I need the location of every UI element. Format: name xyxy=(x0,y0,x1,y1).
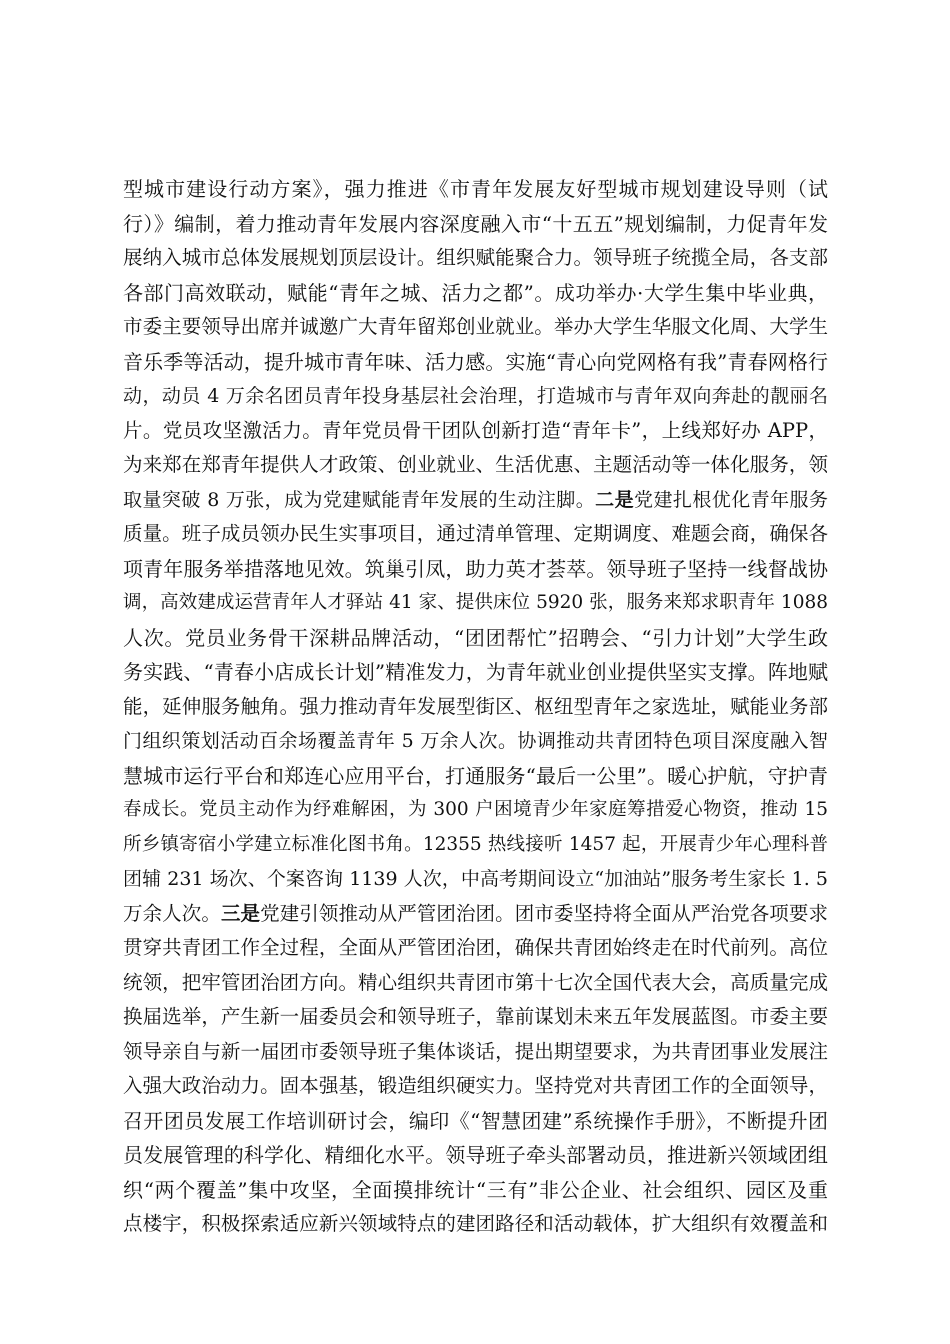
text-line: 调，高效建成运营青年人才驿站 41 家、提供床位 5920 张，服务来郑求职青年 1088 xyxy=(123,592,828,613)
text-line: 人次。党员业务骨干深耕品牌活动，“团团帮忙”招聘会、“引力计划”大学生政 xyxy=(123,625,828,650)
text-line: 春成长。党员主动作为纾难解困，为 300 户困境青少年家庭筹措爱心物资，推动 15 xyxy=(123,799,828,820)
text-line: 贯穿共青团工作全过程，全面从严管团治团，确保共青团始终走在时代前列。高位 xyxy=(123,936,828,959)
text-line: 行）》编制，着力推动青年发展内容深度融入市“十五五”规划编制，力促青年发 xyxy=(123,211,828,236)
text-line: 门组织策划活动百余场覆盖青年 5 万余人次。协调推动共青团特色项目深度融入智 xyxy=(123,730,828,752)
text-line: 织“两个覆盖”集中攻坚，全面摸排统计“三有”非公企业、社会组织、园区及重 xyxy=(123,1177,828,1202)
text-run: 党建扎根优化青年服务 xyxy=(634,488,828,511)
text-line: 领导亲自与新一届团市委领导班子集体谈话，提出期望要求，为共青团事业发展注 xyxy=(123,1039,828,1063)
text-line: 市委主要领导出席并诚邀广大青年留郑创业就业。举办大学生华服文化周、大学生 xyxy=(123,315,828,338)
text-line: 务实践、“青春小店成长计划”精准发力，为青年就业创业提供坚实支撑。阵地赋 xyxy=(123,660,828,684)
text-line: 质量。班子成员领办民生实事项目，通过清单管理、定期调度、难题会商，确保各 xyxy=(123,522,828,545)
text-line: 慧城市运行平台和郑连心应用平台，打通服务“最后一公里”。暖心护航，守护青 xyxy=(123,763,828,788)
text-line xyxy=(123,897,828,932)
text-line: 动，动员 4 万余名团员青年投身基层社会治理，打造城市与青年双向奔赴的靓丽名 xyxy=(123,385,828,407)
text-line: 所乡镇寄宿小学建立标准化图书角。12355 热线接听 1457 起，开展青少年心理科普 xyxy=(123,833,828,855)
text-line: 点楼宇，积极探索适应新兴领域特点的建团路径和活动载体，扩大组织有效覆盖和 xyxy=(123,1212,828,1235)
text-run: 党建引领推动从严管团治团。团市委坚持将全面从严治党各项要求 xyxy=(260,901,828,925)
text-line: 项青年服务举措落地见效。筑巢引凤，助力英才荟萃。领导班子坚持一线督战协 xyxy=(123,556,828,581)
document-body xyxy=(123,172,828,1242)
text-run: 万余人次。 xyxy=(123,901,221,925)
text-line: 能，延伸服务触角。强力推动青年发展型街区、枢纽型青年之家选址，赋能业务部 xyxy=(123,694,828,718)
text-line: 型城市建设行动方案》，强力推进《市青年发展友好型城市规划建设导则（试 xyxy=(123,177,828,201)
text-line: 团辅 231 场次、个案咨询 1139 人次，中高考期间设立“加油站”服务考生家长 1. 5 xyxy=(123,868,828,890)
text-line: 入强大政治动力。固本强基，锻造组织硬实力。坚持党对共青团工作的全面领导， xyxy=(123,1074,828,1097)
text-line: 片。党员攻坚激活力。青年党员骨干团队创新打造“青年卡”，上线郑好办 APP， xyxy=(123,418,828,442)
section-marker: 二是 xyxy=(595,488,635,511)
text-line: 音乐季等活动，提升城市青年味、活力感。实施“青心向党网格有我”青春网格行 xyxy=(123,349,828,374)
text-line: 为来郑在郑青年提供人才政策、创业就业、生活优惠、主题活动等一体化服务，领 xyxy=(123,453,828,476)
text-line: 员发展管理的科学化、精细化水平。领导班子牵头部署动员，推进新兴领域团组 xyxy=(123,1143,828,1167)
text-line: 召开团员发展工作培训研讨会，编印《“智慧团建”系统操作手册》，不断提升团 xyxy=(123,1108,828,1133)
text-line: 统领，把牢管团治团方向。精心组织共青团市第十七次全国代表大会，高质量完成 xyxy=(123,970,828,994)
text-line xyxy=(123,483,828,518)
text-line: 换届选举，产生新一届委员会和领导班子，靠前谋划未来五年发展蓝图。市委主要 xyxy=(123,1005,828,1028)
text-run: 取量突破 8 万张，成为党建赋能青年发展的生动注脚。 xyxy=(123,488,596,511)
text-line: 展纳入城市总体发展规划顶层设计。组织赋能聚合力。领导班子统揽全局，各支部 xyxy=(123,246,828,269)
text-line: 各部门高效联动，赋能“青年之城、活力之都”。成功举办·大学生集中毕业典， xyxy=(123,280,828,305)
section-marker: 三是 xyxy=(220,901,261,925)
